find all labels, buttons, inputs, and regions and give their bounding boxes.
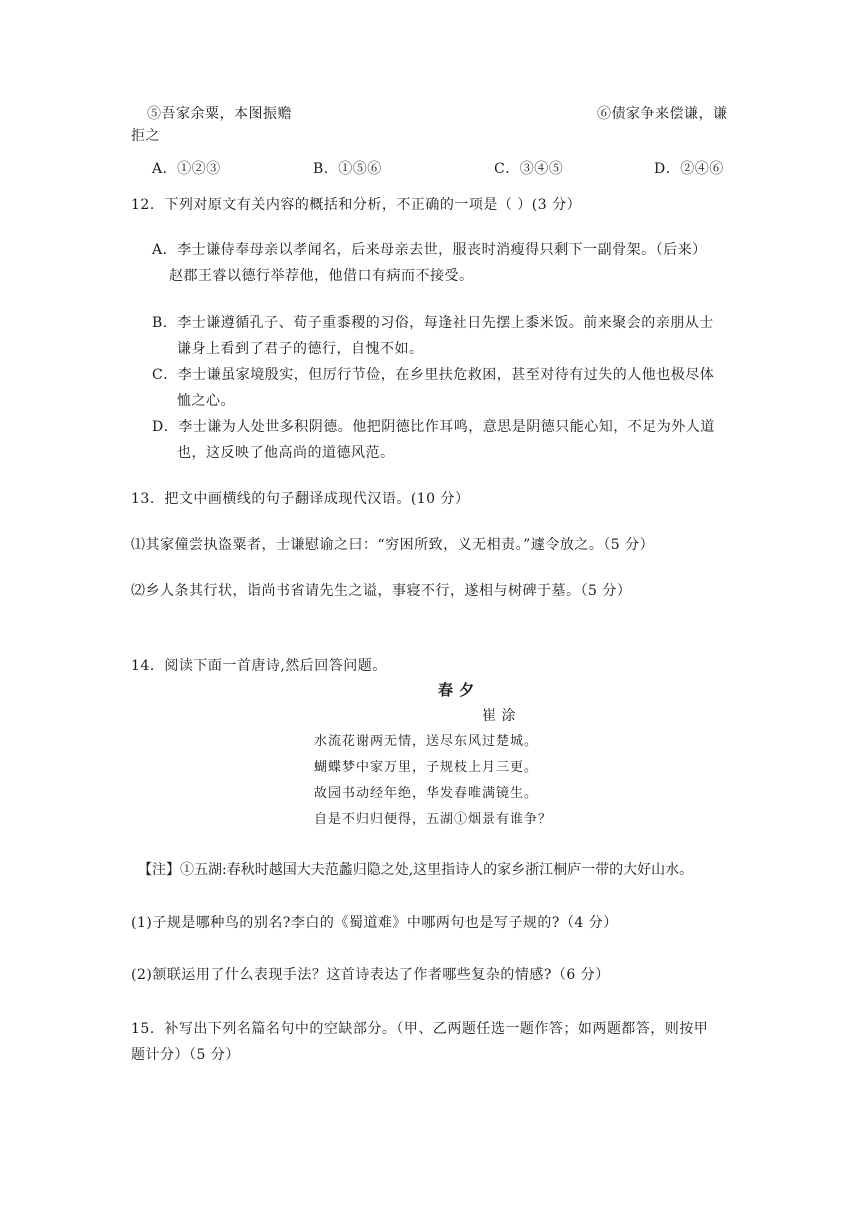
poem-author: 崔 涂: [482, 708, 516, 724]
q12-option-a-line2: 赵郡王睿以德行举荐他，他借口有病而不接受。: [169, 268, 474, 284]
q12-option-b-line1: B．李士谦遵循孔子、荀子重黍稷的习俗，每逢社日先摆上黍米饭。前来聚会的亲朋从士: [152, 315, 714, 331]
q11-option-6-continued: 拒之: [131, 128, 160, 144]
q11-option-5: ⑤吾家余粟，本图振赡: [147, 106, 292, 122]
q12-option-c-line1: C．李士谦虽家境殷实，但厉行节俭，在乡里扶危救困，甚至对待有过失的人他也极尽体: [152, 367, 715, 383]
poem-line-4: 自是不归归便得，五湖①烟景有谁争？: [314, 812, 553, 827]
q15-stem-line1: 15．补写出下列名篇名句中的空缺部分。（甲、乙两题任选一题作答；如两题都答，则按甲: [131, 1021, 709, 1037]
q12-option-d-line2: 也，这反映了他高尚的道德风范。: [177, 445, 395, 461]
q11-choice-a: A．①②③: [152, 161, 221, 177]
q12-option-c-line2: 恤之心。: [177, 393, 235, 409]
q11-choice-d: D．②④⑥: [654, 161, 724, 177]
poem-line-3: 故园书动经年绝，华发春唯满镜生。: [314, 786, 539, 801]
poem-title: 春 夕: [438, 681, 475, 699]
q14-part-2: (2)颔联运用了什么表现手法？这首诗表达了作者哪些复杂的情感?（6 分）: [131, 967, 610, 983]
q14-part-1: (1)子规是哪种鸟的别名?李白的《蜀道难》中哪两句也是写子规的?（4 分）: [131, 915, 618, 931]
poem-line-1: 水流花谢两无情，送尽东风过楚城。: [314, 734, 539, 749]
q12-option-a-line1: A．李士谦侍奉母亲以孝闻名，后来母亲去世，服丧时消瘦得只剩下一副骨架。（后来）: [152, 242, 707, 258]
q12-option-d-line1: D．李士谦为人处世多积阴德。他把阴德比作耳鸣，意思是阴德只能心知，不足为外人道: [152, 419, 715, 435]
q11-choice-b: B．①⑤⑥: [313, 161, 382, 177]
q11-option-6: ⑥债家争来偿谦，谦: [597, 106, 728, 122]
q13-sentence-1: ⑴其家僮尝执盗粟者，士谦慰谕之曰：“穷困所致，义无相责。”遽令放之。（5 分）: [131, 537, 655, 553]
poem-note: 【注】①五湖:春秋时越国大夫范蠡归隐之处,这里指诗人的家乡浙江桐庐一带的大好山水。: [138, 862, 694, 878]
q12-option-b-line2: 谦身上看到了君子的德行，自愧不如。: [177, 341, 424, 357]
q11-choice-c: C．③④⑤: [494, 161, 564, 177]
q13-stem: 13．把文中画横线的句子翻译成现代汉语。(10 分）: [131, 491, 470, 507]
q15-stem-line2: 题计分）（5 分）: [131, 1047, 240, 1063]
q14-stem: 14．阅读下面一首唐诗,然后回答问题。: [131, 658, 387, 674]
q13-sentence-2: ⑵乡人条其行状，诣尚书省请先生之谥，事寝不行，遂相与树碑于墓。（5 分）: [131, 583, 632, 599]
q12-stem: 12．下列对原文有关内容的概括和分析，不正确的一项是（ ）(3 分）: [131, 197, 582, 213]
poem-line-2: 蝴蝶梦中家万里，子规枝上月三更。: [314, 760, 539, 775]
